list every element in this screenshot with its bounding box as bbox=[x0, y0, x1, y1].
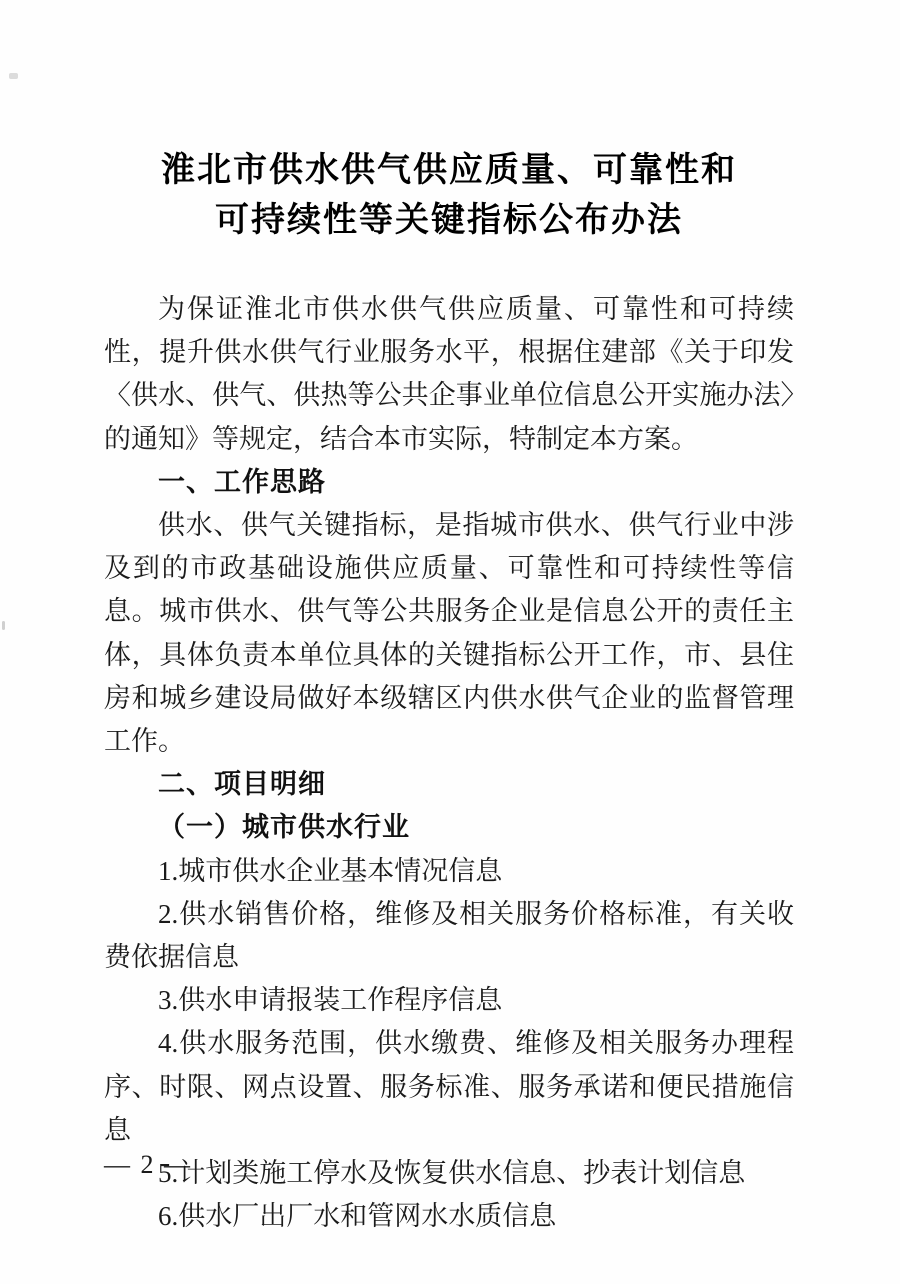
document-title-line-1: 淮北市供水供气供应质量、可靠性和 bbox=[161, 152, 737, 189]
list-item-2: 2.供水销售价格，维修及相关服务价格标准，有关收费依据信息 bbox=[104, 898, 794, 973]
document-body bbox=[104, 288, 794, 1238]
page-number: — 2 — bbox=[104, 1150, 192, 1179]
section-1-heading: 一、工作思路 bbox=[158, 466, 326, 497]
list-item-4: 4.供水服务范围，供水缴费、维修及相关服务办理程序、时限、网点设置、服务标准、服务承诺和便民措施信息 bbox=[104, 1028, 794, 1145]
list-item-1: 1.城市供水企业基本情况信息 bbox=[158, 855, 503, 886]
list-item-3: 3.供水申请报装工作程序信息 bbox=[158, 985, 503, 1016]
document-title-line-2: 可持续性等关键指标公布办法 bbox=[215, 202, 683, 239]
scan-artifact bbox=[2, 621, 5, 630]
document-title bbox=[104, 146, 794, 246]
intro-paragraph: 为保证淮北市供水供气供应质量、可靠性和可持续性，提升供水供气行业服务水平，根据住建部《关于印发〈供水、供气、供热等公共企事业单位信息公开实施办法〉的通知》等规定，结合本市实际，特制定本方案。 bbox=[104, 294, 794, 454]
list-item-6: 6.供水厂出厂水和管网水水质信息 bbox=[158, 1201, 557, 1232]
scan-artifact bbox=[9, 73, 18, 79]
section-2-subheading: （一）城市供水行业 bbox=[158, 812, 410, 843]
section-2-heading: 二、项目明细 bbox=[158, 769, 326, 800]
section-1-body: 供水、供气关键指标，是指城市供水、供气行业中涉及到的市政基础设施供应质量、可靠性和可持续性等信息。城市供水、供气等公共服务企业是信息公开的责任主体，具体负责本单位具体的关键指标公开工作，市、县住房和城乡建设局做好本级辖区内供水供气企业的监督管理工作。 bbox=[104, 510, 794, 757]
list-item-5: 5.计划类施工停水及恢复供水信息、抄表计划信息 bbox=[158, 1158, 746, 1189]
